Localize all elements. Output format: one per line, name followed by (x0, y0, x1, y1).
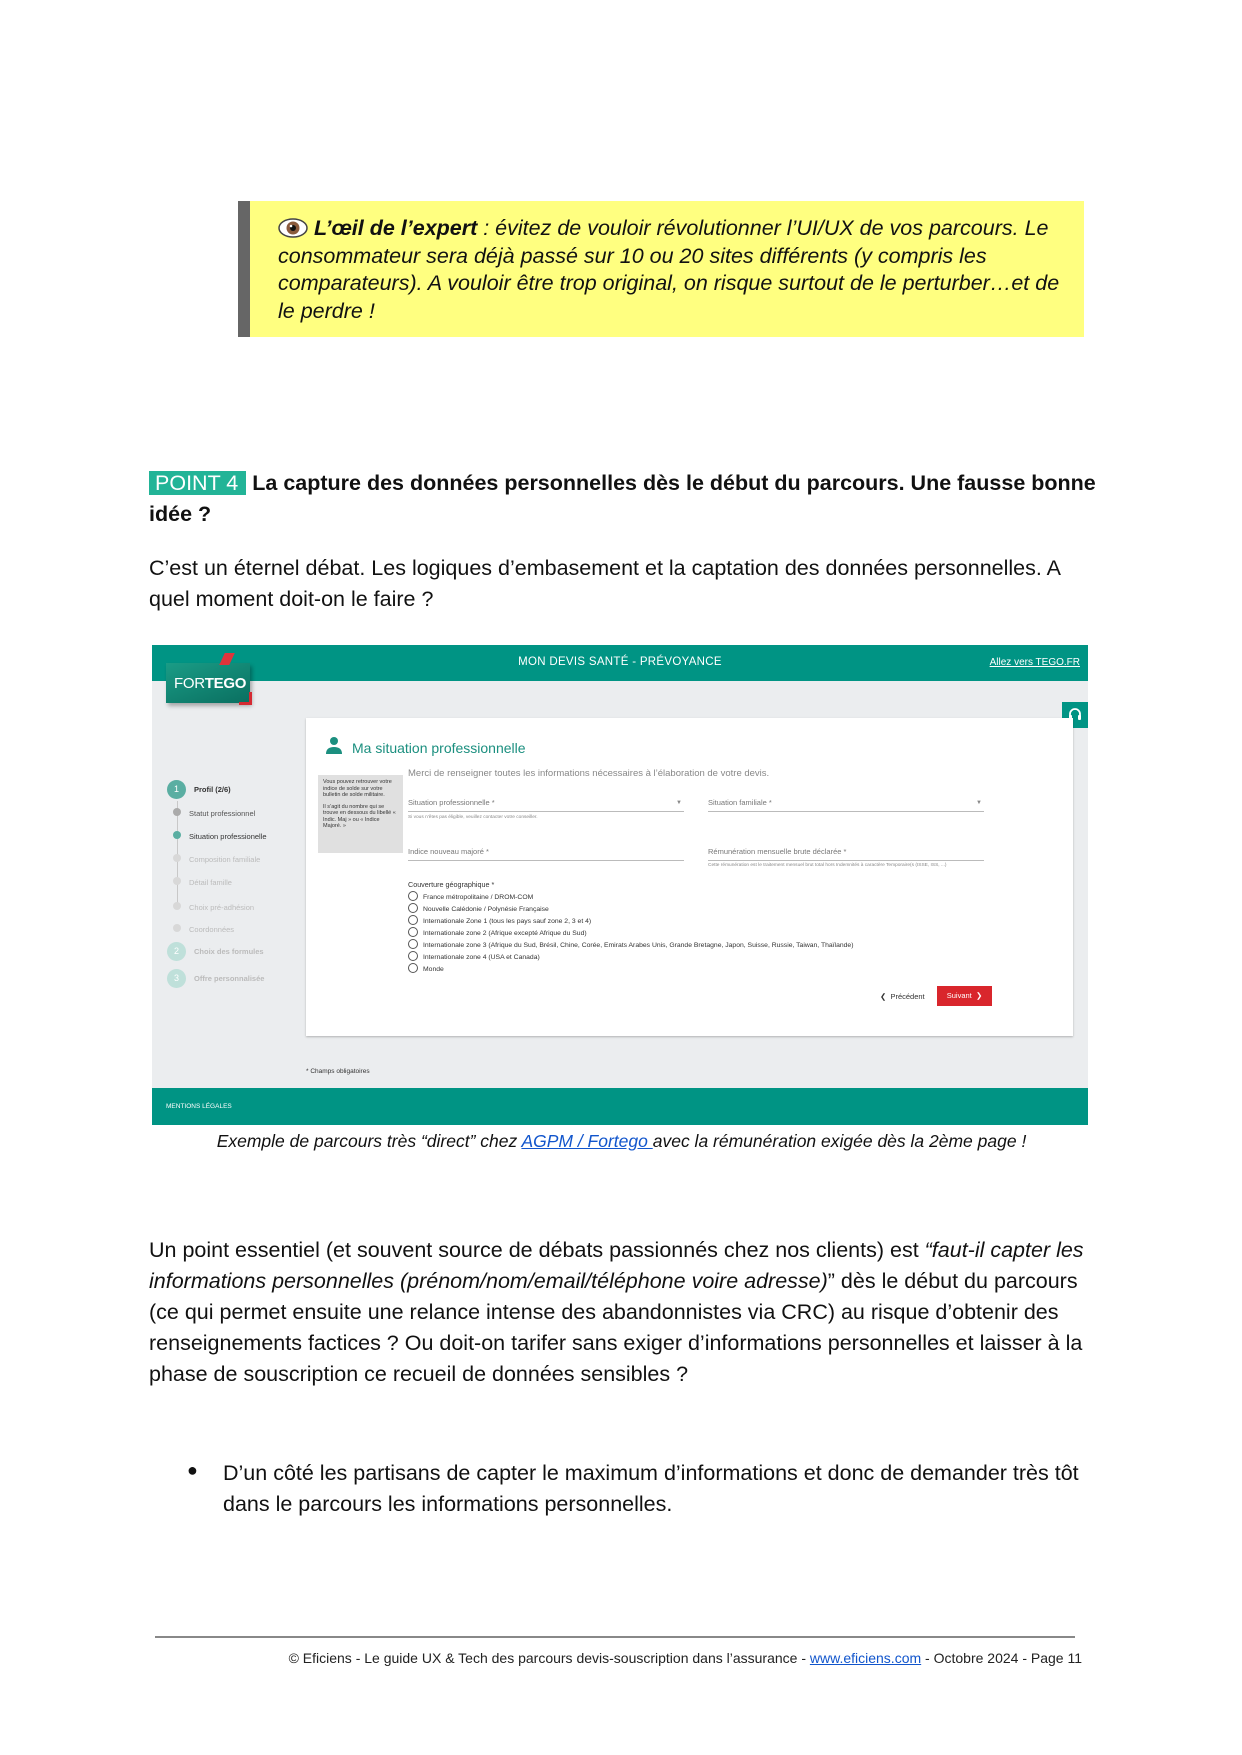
expert-callout (238, 201, 1084, 337)
step-number: 1 (167, 780, 186, 799)
situation-fam-label: Situation familiale * (708, 798, 772, 807)
app-topbar (152, 645, 1088, 681)
logo-corner-shape (239, 692, 252, 705)
callout-text (278, 215, 1078, 325)
step-dot (173, 924, 181, 932)
step-number: 2 (167, 942, 186, 961)
tego-link[interactable]: Allez vers TEGO.FR (989, 657, 1080, 668)
caption-text-end: avec la rémunération exigée dès la 2ème page ! (652, 1131, 1027, 1151)
radio-button[interactable] (408, 951, 418, 961)
intro-paragraph: C’est un éternel débat. Les logiques d’embasement et la captation des données personnelles. A quel moment doit-on le faire ? (149, 556, 1060, 611)
logo-for: FOR (174, 675, 205, 692)
bullet-item: D’un côté les partisans de capter le maximum d’informations et donc de demander très tôt dans le parcours les informations personnelles. (223, 1461, 1079, 1516)
paragraph-quote: “faut-il capter les informations personnelles (prénom/nom/email/téléphone voire adresse) (149, 1238, 1084, 1293)
radio-button[interactable] (408, 903, 418, 913)
section-heading (149, 468, 1099, 530)
dropdown-caret-icon: ▼ (676, 800, 682, 806)
indice-label: Indice nouveau majoré * (408, 847, 489, 856)
coverage-label: Couverture géographique * (408, 880, 495, 889)
option-label: Internationale Zone 1 (tous les pays sauf zone 2, 3 et 4) (423, 918, 592, 925)
section-title: La capture des données personnelles dès le début du parcours. Une fausse bonne idée ? (149, 471, 1096, 526)
option-label: Internationale zone 2 (Afrique excepté Afrique du Sud) (423, 930, 587, 937)
step-composition: Composition familiale (189, 855, 261, 864)
info-text-2: Il s’agit du nombre qui se trouve en dessous du libellé « Indic. Maj » ou « Indice Majoré. » (323, 803, 396, 829)
callout-title: L’œil de l’expert (314, 216, 478, 240)
paragraph-text-end: ” dès le début du parcours (ce qui permet ensuite une relance intense des abandonnistes via CRC) au risque d’obtenir des renseignements factices ? Ou doit-on tarifer sans exiger d’informations personnelles et laisser à la phase de souscription ce recueil de données sensibles ? (149, 1269, 1083, 1386)
step-dot (173, 902, 181, 910)
step-profil[interactable]: Profil (2/6) (194, 785, 231, 794)
app-footer (152, 1088, 1088, 1125)
situation-fam-select[interactable] (708, 798, 984, 812)
previous-label: Précédent (890, 992, 925, 1001)
agpm-fortego-link[interactable]: AGPM / Fortego (521, 1131, 653, 1151)
required-note: * Champs obligatoires (306, 1068, 370, 1075)
figure-caption (149, 1131, 1094, 1152)
info-box (318, 775, 403, 853)
person-icon (324, 736, 344, 756)
chevron-right-icon: ❯ (971, 991, 983, 1000)
radio-button[interactable] (408, 939, 418, 949)
remuneration-input[interactable] (708, 847, 984, 861)
chevron-left-icon: ❮ (880, 992, 891, 1001)
paragraph-text: Un point essentiel (et souvent source de débats passionnés chez nos clients) est (149, 1238, 925, 1262)
radio-button[interactable] (408, 927, 418, 937)
step-dot (173, 808, 181, 816)
step-statut[interactable]: Statut professionnel (189, 809, 256, 818)
step-dot-active (173, 831, 181, 839)
indice-input[interactable] (408, 847, 684, 861)
body-paragraph (149, 1235, 1099, 1390)
footer-page: - Octobre 2024 - Page 11 (921, 1650, 1082, 1666)
option-label: Internationale zone 3 (Afrique du Sud, Brésil, Chine, Corée, Emirats Arabes Unis, Grande Bretagne, Japon, Suisse, Russie, Taiwan, Thaïlande) (423, 942, 854, 949)
dropdown-caret-icon: ▼ (976, 800, 982, 806)
coverage-option[interactable] (408, 939, 853, 950)
step-situation[interactable]: Situation professionelle (189, 832, 267, 841)
bullet-icon: ● (187, 1460, 198, 1480)
option-label: Internationale zone 4 (USA et Canada) (423, 954, 540, 961)
step-formules: Choix des formules (194, 947, 264, 956)
next-button[interactable] (937, 986, 992, 1006)
next-label: Suivant (946, 991, 972, 1000)
fortego-logo (166, 663, 250, 703)
fortego-screenshot (152, 645, 1088, 1125)
option-label: Nouvelle Calédonie / Polynésie Française (423, 906, 549, 913)
coverage-option[interactable] (408, 963, 444, 974)
step-number: 3 (167, 969, 186, 988)
radio-button[interactable] (408, 915, 418, 925)
footer-divider (155, 1636, 1075, 1638)
option-label: France métropolitaine / DROM-COM (423, 894, 534, 901)
coverage-option[interactable] (408, 891, 533, 902)
coverage-option[interactable] (408, 951, 540, 962)
caption-text: Exemple de parcours très “direct” chez (216, 1131, 522, 1151)
coverage-option[interactable] (408, 927, 587, 938)
form-intro: Merci de renseigner toutes les informations nécessaires à l’élaboration de votre devis. (408, 768, 770, 779)
logo-tego: TEGO (204, 675, 247, 692)
situation-pro-select[interactable] (408, 798, 684, 812)
radio-button[interactable] (408, 891, 418, 901)
legal-link[interactable]: MENTIONS LÉGALES (166, 1103, 232, 1110)
remuneration-hint: Cette rémunération est le traitement mensuel brut total hors Indemnités à caractère Temporaire(s (ISSE, ISS, ...) (708, 863, 947, 868)
situation-pro-hint: Si vous n’êtes pas éligible, veuillez contacter votre conseiller. (408, 815, 538, 820)
page-footer (150, 1650, 1082, 1666)
situation-pro-label: Situation professionnelle * (408, 798, 495, 807)
step-detail: Détail famille (189, 878, 232, 887)
step-dot (173, 877, 181, 885)
form-card (306, 718, 1073, 1036)
step-offre: Offre personnalisée (194, 974, 265, 983)
step-coordonnees: Coordonnées (189, 925, 235, 934)
step-dot (173, 854, 181, 862)
remuneration-label: Rémunération mensuelle brute déclarée * (708, 847, 847, 856)
coverage-option[interactable] (408, 915, 591, 926)
callout-body: : évitez de vouloir révolutionner l’UI/UX de vos parcours. Le consommateur sera déjà passé sur 10 ou 20 sites différents (y compris les comparateurs). A vouloir être trop original, on risque surtout de le perturber…et de le perdre ! (278, 216, 1060, 323)
coverage-option[interactable] (408, 903, 549, 914)
option-label: Monde (423, 966, 444, 973)
card-title: Ma situation professionnelle (352, 740, 526, 756)
eye-icon (278, 218, 308, 238)
step-choix: Choix pré-adhésion (189, 903, 255, 912)
info-text-1: Vous pouvez retrouver votre indice de solde sur votre bulletin de solde militaire. (323, 779, 392, 798)
radio-button[interactable] (408, 963, 418, 973)
footer-text: © Eficiens - Le guide UX & Tech des parcours devis-souscription dans l’assurance - (288, 1650, 810, 1666)
eficiens-link[interactable]: www.eficiens.com (809, 1650, 922, 1666)
point-badge: POINT 4 (149, 471, 246, 495)
app-title: MON DEVIS SANTÉ - PRÉVOYANCE (518, 656, 722, 668)
previous-button[interactable] (880, 992, 925, 1001)
